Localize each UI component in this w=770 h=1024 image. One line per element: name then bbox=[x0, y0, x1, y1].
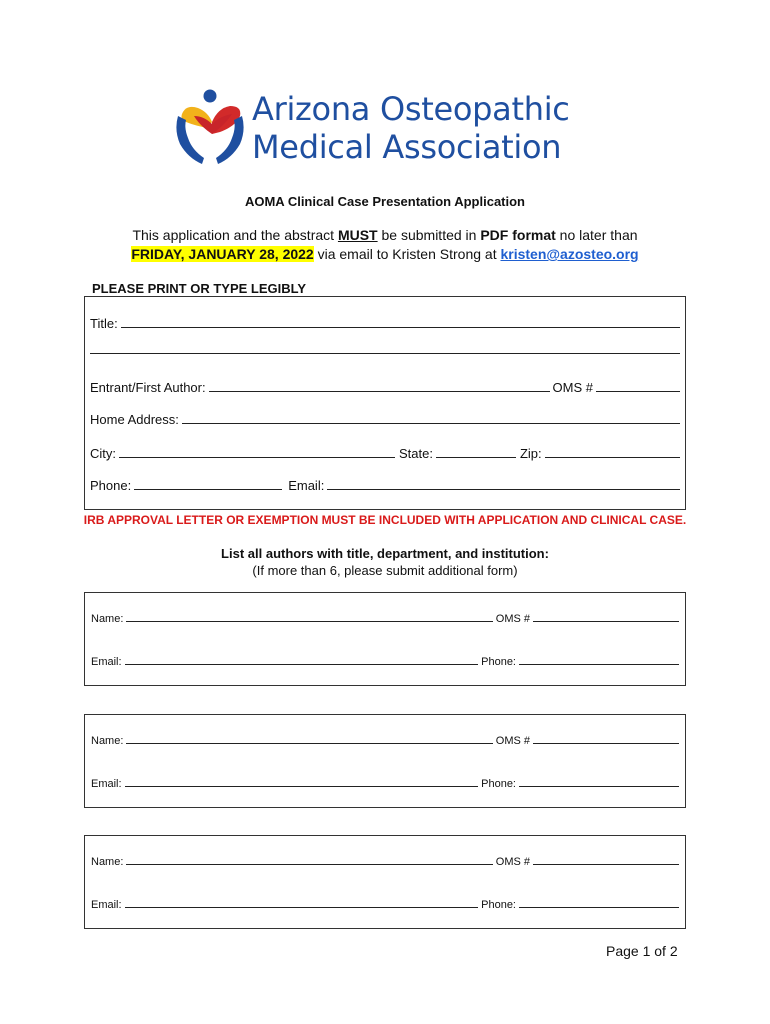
author-box-2 bbox=[84, 714, 686, 808]
logo-line-1: Arizona Osteopathic bbox=[252, 90, 570, 128]
author-2-phone-label: Phone: bbox=[481, 778, 516, 790]
home-address-line[interactable] bbox=[182, 422, 680, 424]
author-1-phone-line[interactable] bbox=[519, 663, 679, 665]
authors-list-subtitle: (If more than 6, please submit additional form) bbox=[252, 563, 518, 578]
first-author-label: Entrant/First Author: bbox=[90, 380, 206, 395]
city-line[interactable] bbox=[119, 456, 395, 458]
logo-text bbox=[252, 90, 570, 166]
title-line-2[interactable] bbox=[90, 352, 680, 354]
phone-email-field[interactable] bbox=[90, 478, 680, 493]
first-author-field[interactable] bbox=[90, 380, 680, 395]
author-box-3 bbox=[84, 835, 686, 929]
instructions-text-3: no later than bbox=[555, 227, 638, 243]
pdf-format-text: PDF format bbox=[480, 227, 556, 243]
author-3-name-line[interactable] bbox=[126, 863, 492, 865]
state-label: State: bbox=[399, 446, 433, 461]
email-label: Email: bbox=[288, 478, 325, 493]
author-3-phone-label: Phone: bbox=[481, 899, 516, 911]
zip-line[interactable] bbox=[545, 456, 680, 458]
home-address-field[interactable] bbox=[90, 412, 680, 427]
instructions-line-2 bbox=[0, 246, 770, 262]
author-2-phone-line[interactable] bbox=[519, 785, 679, 787]
author-1-oms-line[interactable] bbox=[533, 620, 679, 622]
irb-notice: IRB APPROVAL LETTER OR EXEMPTION MUST BE INCLUDED WITH APPLICATION AND CLINICAL CASE. bbox=[83, 513, 687, 527]
author-1-phone-label: Phone: bbox=[481, 656, 516, 668]
author-2-name-label: Name: bbox=[91, 735, 124, 747]
author-3-email-row[interactable] bbox=[91, 899, 679, 911]
author-1-email-line[interactable] bbox=[125, 663, 479, 665]
email-link[interactable]: kristen@azosteo.org bbox=[500, 246, 639, 262]
author-2-name-line[interactable] bbox=[126, 742, 492, 744]
author-3-oms-label: OMS # bbox=[495, 856, 530, 868]
author-box-1 bbox=[84, 592, 686, 686]
author-3-email-label: Email: bbox=[91, 899, 122, 911]
city-state-zip-field[interactable] bbox=[90, 446, 680, 461]
author-2-oms-line[interactable] bbox=[533, 742, 679, 744]
city-label: City: bbox=[90, 446, 116, 461]
title-line[interactable] bbox=[121, 326, 680, 328]
authors-list-title: List all authors with title, department, and institution: bbox=[221, 546, 549, 561]
email-line[interactable] bbox=[327, 488, 680, 490]
author-2-email-row[interactable] bbox=[91, 778, 679, 790]
hands-heart-icon bbox=[172, 86, 248, 168]
aoma-logo bbox=[172, 86, 572, 168]
instructions-line-1 bbox=[0, 227, 770, 243]
author-2-email-label: Email: bbox=[91, 778, 122, 790]
state-line[interactable] bbox=[436, 456, 516, 458]
logo-line-2: Medical Association bbox=[252, 128, 562, 166]
first-author-line[interactable] bbox=[209, 390, 550, 392]
author-2-email-line[interactable] bbox=[125, 785, 479, 787]
author-1-email-label: Email: bbox=[91, 656, 122, 668]
author-1-name-line[interactable] bbox=[126, 620, 492, 622]
instructions-text-2: be submitted in bbox=[377, 227, 481, 243]
author-3-oms-line[interactable] bbox=[533, 863, 679, 865]
phone-label: Phone: bbox=[90, 478, 132, 493]
instructions-text-4: via email to Kristen Strong at bbox=[313, 246, 501, 262]
print-legibly-title: PLEASE PRINT OR TYPE LEGIBLY bbox=[92, 281, 307, 296]
author-1-name-row[interactable] bbox=[91, 613, 679, 625]
author-3-name-row[interactable] bbox=[91, 856, 679, 868]
author-3-phone-line[interactable] bbox=[519, 906, 679, 908]
author-1-email-row[interactable] bbox=[91, 656, 679, 668]
page-title: AOMA Clinical Case Presentation Application bbox=[244, 194, 526, 209]
oms-label: OMS # bbox=[552, 380, 593, 395]
instructions-text-1: This application and the abstract bbox=[132, 227, 338, 243]
title-field[interactable] bbox=[90, 316, 680, 331]
author-3-name-label: Name: bbox=[91, 856, 124, 868]
author-3-email-line[interactable] bbox=[125, 906, 479, 908]
author-1-name-label: Name: bbox=[91, 613, 124, 625]
title-label: Title: bbox=[90, 316, 118, 331]
deadline-text: FRIDAY, JANUARY 28, 2022 bbox=[131, 246, 314, 262]
oms-line[interactable] bbox=[596, 390, 680, 392]
title-field-continued[interactable] bbox=[90, 352, 680, 357]
author-2-oms-label: OMS # bbox=[495, 735, 530, 747]
home-address-label: Home Address: bbox=[90, 412, 179, 427]
phone-line[interactable] bbox=[134, 488, 282, 490]
must-text: MUST bbox=[337, 227, 378, 243]
author-1-oms-label: OMS # bbox=[495, 613, 530, 625]
page-number: Page 1 of 2 bbox=[606, 943, 678, 959]
zip-label: Zip: bbox=[519, 446, 542, 461]
author-2-name-row[interactable] bbox=[91, 735, 679, 747]
